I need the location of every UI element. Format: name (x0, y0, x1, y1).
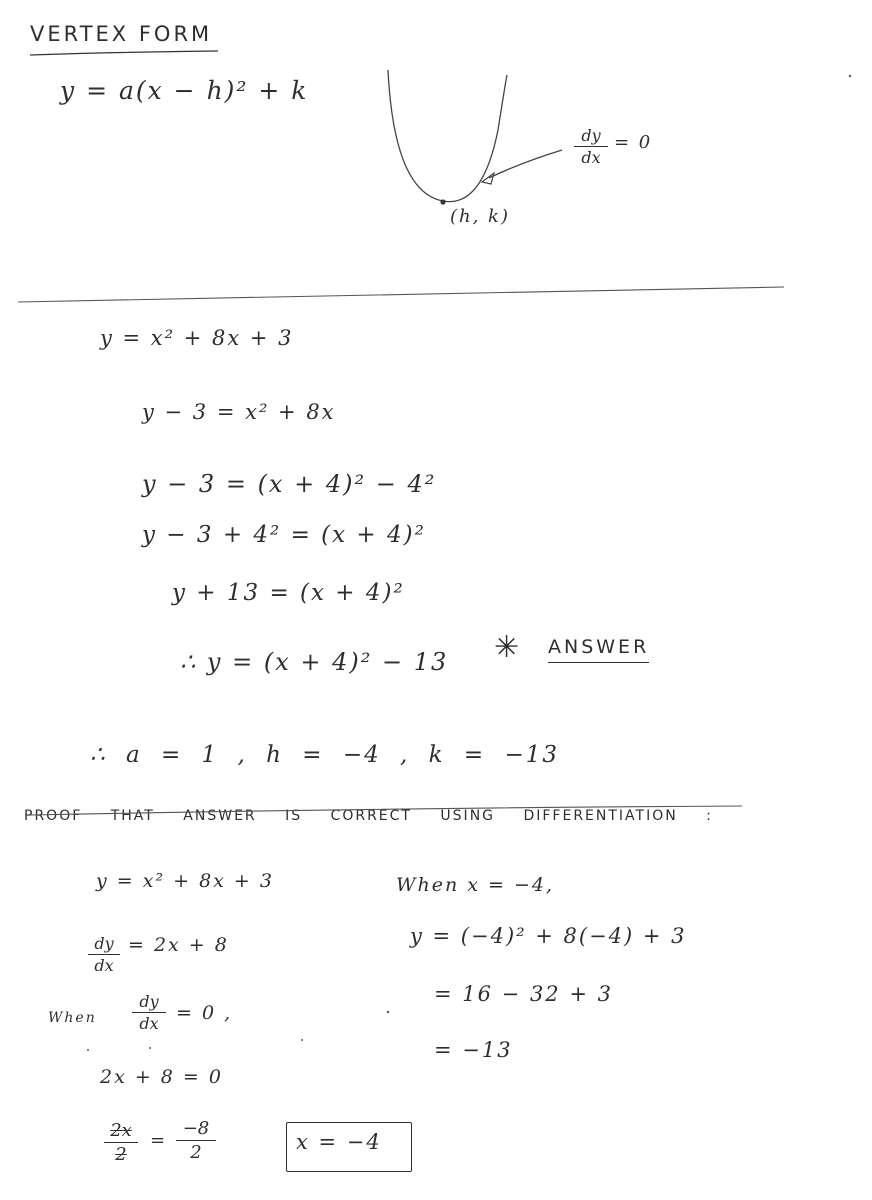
parameters-line: ∴ a = 1 , h = −4 , k = −13 (90, 742, 560, 768)
arithmetic-line: = 16 − 32 + 3 (434, 982, 613, 1006)
fraction-equals: = (150, 1130, 168, 1151)
derivative-fraction: $\frac{dy}{dx}$ (88, 934, 120, 975)
section-divider-1 (18, 287, 784, 302)
when-word-left: When (48, 1010, 97, 1026)
vertex-point (440, 199, 445, 204)
graph-derivative-fraction: $\frac{dy}{dx}$ (574, 126, 608, 167)
pen-dot (301, 1039, 303, 1041)
derivative-rhs: = 2x + 8 (128, 934, 229, 956)
result-value: x = −4 (296, 1130, 382, 1154)
vertex-label: (h, k) (450, 206, 510, 227)
linear-equation: 2x + 8 = 0 (100, 1066, 223, 1088)
proof-equation: y = x² + 8x + 3 (96, 870, 274, 892)
step-3: y − 3 = (x + 4)² − 4² (142, 470, 437, 498)
page-title: VERTEX FORM (30, 22, 213, 46)
graph-derivative-rhs: = 0 (614, 132, 653, 153)
parabola-curve (388, 70, 507, 202)
lhs-fraction: $\frac{2x}{2}$ (104, 1120, 138, 1165)
step-4: y − 3 + 4² = (x + 4)² (142, 522, 426, 548)
result-line: = −13 (434, 1038, 513, 1062)
substitution-line: y = (−4)² + 8(−4) + 3 (410, 924, 687, 948)
answer-label: ANSWER (548, 636, 649, 663)
title-underline (30, 51, 218, 55)
asterisk-icon: ✳ (494, 630, 522, 665)
pen-dot (387, 1011, 389, 1013)
pen-dot (849, 75, 851, 77)
proof-title: PROOF THAT ANSWER IS CORRECT USING DIFFERENTIATION : (24, 808, 713, 824)
pen-dot (87, 1049, 89, 1051)
section-divider-2 (30, 806, 742, 815)
step-1: y = x² + 8x + 3 (100, 326, 294, 350)
step-2: y − 3 = x² + 8x (142, 400, 336, 424)
pen-dot (149, 1047, 151, 1049)
when-x-line: When x = −4, (396, 874, 555, 896)
when-derivative-rhs: = 0 , (176, 1002, 233, 1024)
vertex-formula: y = a(x − h)² + k (60, 76, 309, 105)
step-5: y + 13 = (x + 4)² (172, 580, 405, 606)
when-derivative-fraction: $\frac{dy}{dx}$ (132, 992, 166, 1033)
rhs-fraction: $\frac{-8}{2}$ (176, 1118, 216, 1163)
step-6-answer: ∴ y = (x + 4)² − 13 (180, 648, 449, 676)
tangent-arrow (489, 150, 562, 178)
